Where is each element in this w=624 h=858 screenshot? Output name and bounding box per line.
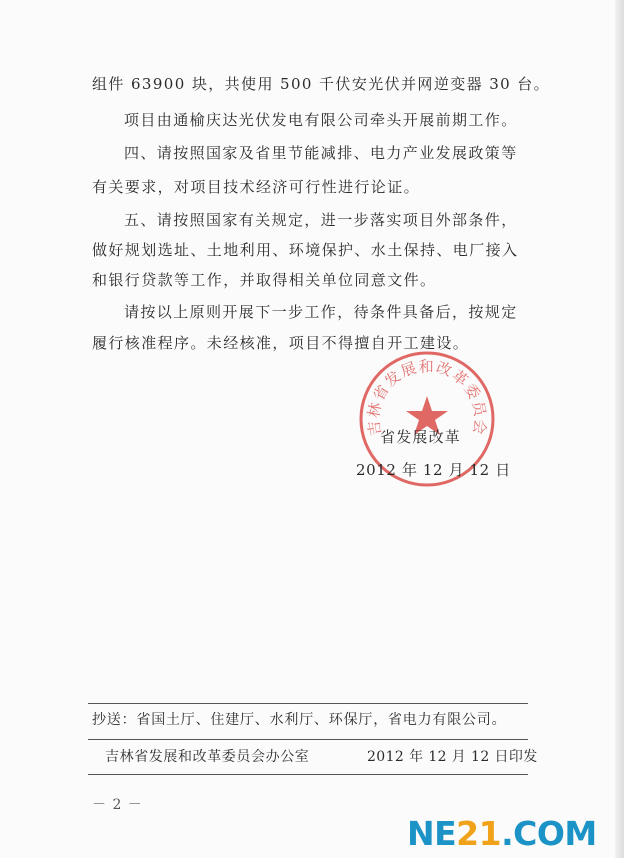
watermark-part-ne: NE: [407, 814, 457, 853]
cc-line: 抄送：省国土厅、住建厅、水利厅、环保厅，省电力有限公司。: [92, 712, 507, 728]
body-line-1: 组件 63900 块，共使用 500 千伏安光伏并网逆变器 30 台。: [92, 75, 551, 93]
body-line-8: 请按以上原则开展下一步工作，待条件具备后，按规定: [124, 303, 518, 321]
body-line-2: 项目由通榆庆达光伏发电有限公司牵头开展前期工作。: [124, 111, 518, 129]
site-watermark-logo: [407, 814, 597, 854]
body-line-5: 五、请按照国家有关规定，进一步落实项目外部条件，: [124, 211, 518, 229]
footer-rule-middle: [88, 739, 528, 740]
page-edge-shadow: [615, 0, 624, 858]
body-line-9: 履行核准程序。未经核准，项目不得擅自开工建设。: [92, 334, 470, 352]
watermark-part-com: .COM: [501, 814, 597, 853]
footer-rule-top: [88, 703, 528, 704]
issuer-office: 吉林省发展和改革委员会办公室: [105, 749, 310, 765]
watermark-part-21: 21: [456, 814, 502, 853]
footer-rule-bottom: [88, 774, 528, 775]
print-date: 2012 年 12 月 12 日印发: [367, 749, 538, 765]
seal-ring-text: 吉林省发展和改革委员会: [364, 357, 490, 438]
body-line-6: 做好规划选址、土地利用、环境保护、水土保持、电厂接入: [92, 241, 519, 259]
page-number: － 2 －: [92, 797, 143, 813]
signature-date: 2012 年 12 月 12 日: [356, 461, 511, 479]
body-line-3: 四、请按照国家及省里节能减排、电力产业发展政策等: [124, 144, 518, 162]
signature-org: 省发展改革: [380, 428, 462, 446]
body-line-7: 和银行贷款等工作，并取得相关单位同意文件。: [92, 271, 437, 289]
body-line-4: 有关要求，对项目技术经济可行性进行论证。: [92, 178, 421, 196]
